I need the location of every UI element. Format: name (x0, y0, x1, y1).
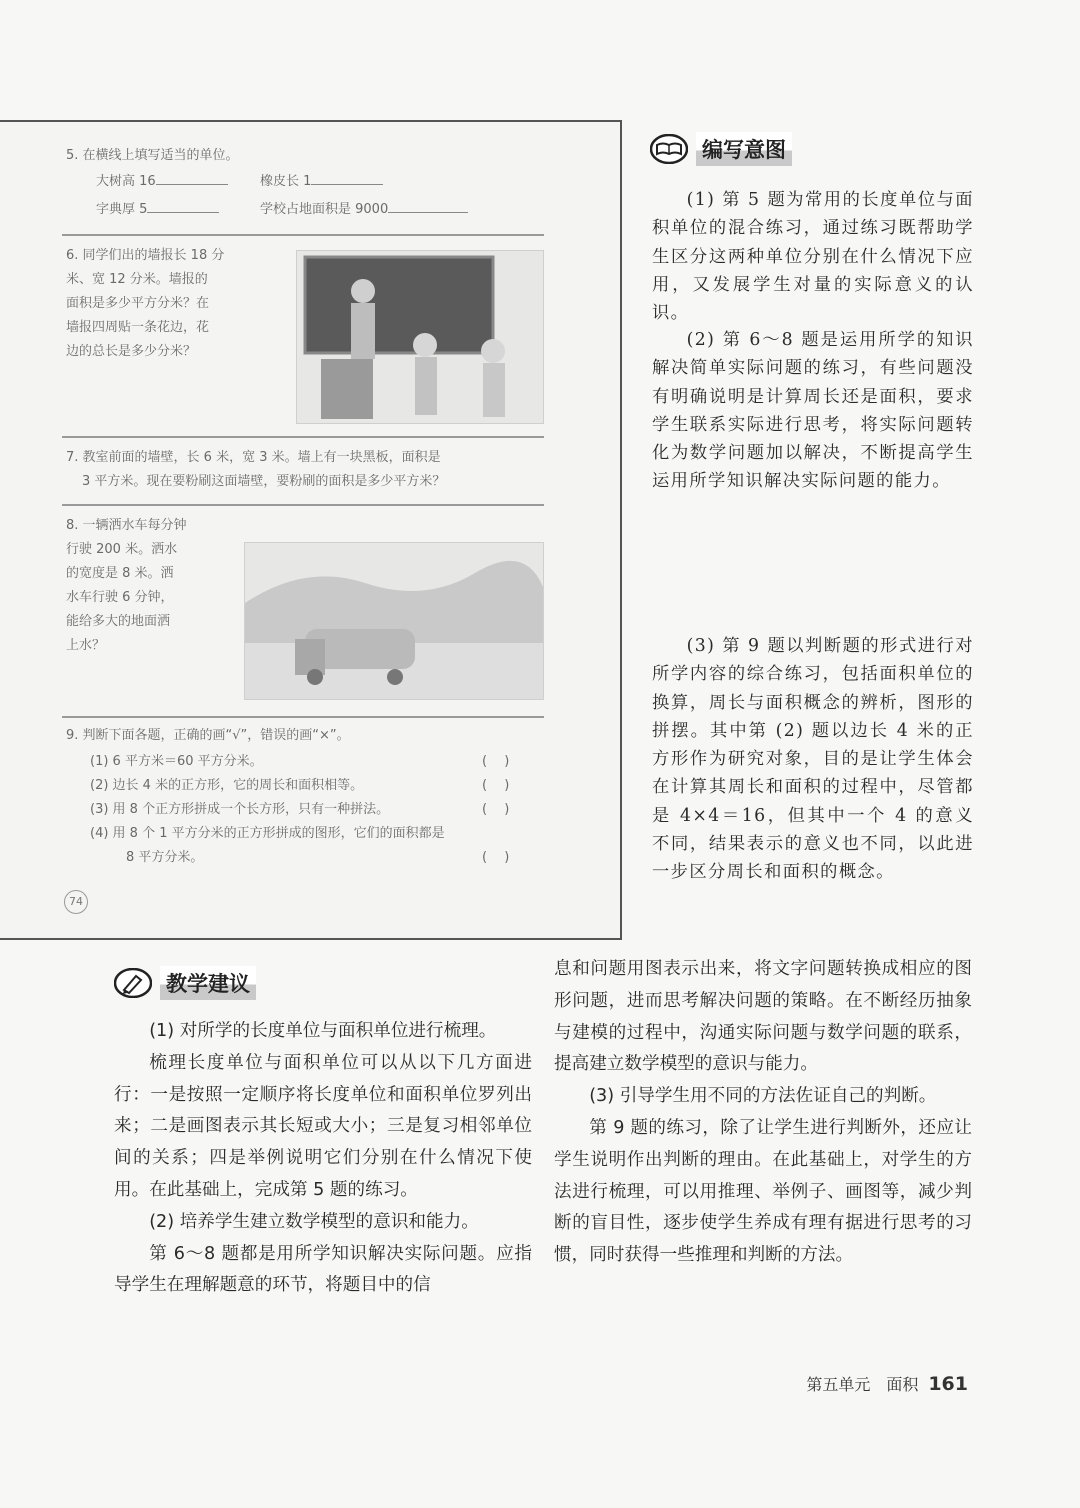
answer-paren: ( ) (482, 802, 510, 817)
q7-text: 7. 教室前面的墙壁，长 6 米，宽 3 米。墙上有一块黑板，面积是 3 平方米。现在要粉刷这面墙壁，要粉刷的面积是多少平方米？ (66, 450, 446, 489)
q5-item: 大树高 16 (96, 170, 228, 194)
divider (62, 234, 544, 236)
page-footer (806, 1372, 968, 1395)
footer-page-number: 161 (928, 1373, 968, 1395)
q5-item: 橡皮长 1 (260, 170, 383, 194)
suggestions-left-column: (1) 对所学的长度单位与面积单位进行梳理。 梳理长度单位与面积单位可以从以下几方面进行：一是按照一定顺序将长度单位和面积单位罗列出来；二是画图表示其长短或大小；三是复习相邻单位间的关系；四是举例说明它们分别在什么情况下使用。在此基础上，完成第 5 题的练习。 (2) 培养学生建立数学模型的意识和能力。 第 6～8 题都是用所学知识解决实际问题。应指导学生在理解题意的环节，将题目中的信 (114, 1021, 532, 1296)
suggestions-heading (114, 966, 256, 1000)
answer-paren: ( ) (482, 850, 510, 865)
classroom-illustration (296, 250, 544, 424)
divider (62, 716, 544, 718)
intent-paragraph-2: (2) 第 6～8 题是运用所学的知识解决简单实际问题的练习，有些问题没有明确说明是计算周长还是面积，要求学生联系实际进行思考，将实际问题转化为数学问题加以解决，不断提高学生运用所学知识解决实际问题的能力。 (652, 330, 974, 492)
water-truck-illustration (244, 542, 544, 700)
q5-item: 学校占地面积是 9000 (260, 198, 468, 222)
q9-items: (1) 6 平方米＝60 平方分米。 (2) 边长 4 米的正方形，它的周长和面积相等。 (3) 用 8 个正方形拼成一个长方形，只有一种拼法。 (4) 用 8 个 1 平方分米的正方形拼成的图形，它们的面积都是 8 平方分米。 (90, 754, 445, 865)
q6-text: 6. 同学们出的墙报长 18 分 米、宽 12 分米。墙报的 面积是多少平方分米？在 墙报四周贴一条花边，花 边的总长是多少分米？ (66, 248, 225, 359)
intent-heading (650, 132, 792, 166)
divider (62, 436, 544, 438)
intent-title: 编写意图 (696, 132, 792, 166)
q5-item: 字典厚 5 (96, 198, 219, 222)
suggestions-title: 教学建议 (160, 966, 256, 1000)
textbook-page-number: 74 (64, 890, 88, 914)
q8-text: 8. 一辆洒水车每分钟 行驶 200 米。洒水 的宽度是 8 米。洒 水车行驶 6 分钟， 能给多大的地面洒 上水？ (66, 518, 187, 653)
book-icon (650, 134, 688, 164)
q9-label: 9. 判断下面各题，正确的画“√”，错误的画“×”。 (66, 728, 350, 743)
suggestions-right-column: 息和问题用图表示出来，将文字问题转换成相应的图形问题，进而思考解决问题的策略。在不断经历抽象与建模的过程中，沟通实际问题与数学问题的联系，提高建立数学模型的意识与能力。 (3) 引导学生用不同的方法佐证自己的判断。 第 9 题的练习，除了让学生进行判断外，还应让学生说明作出判断的理由。在此基础上，对学生的方法进行梳理，可以用推理、举例子、画图等，减少判断的盲目性，逐步使学生养成有理有据进行思考的习惯，同时获得一些推理和判断的方法。 (554, 959, 972, 1266)
footer-unit: 第五单元 面积 (806, 1375, 919, 1394)
intent-paragraph-3: (3) 第 9 题以判断题的形式进行对所学内容的综合练习，包括面积单位的换算，周长与面积概念的辨析，图形的拼摆。其中第 (2) 题以边长 4 米的正方形作为研究对象，目的是让学生体会在计算其周长和面积的过程中，尽管都是 4×4＝16，但其中一个 4 的意义不同，结果表示的意义也不同，以此进一步区分周长和面积的概念。 (652, 636, 974, 883)
divider (62, 504, 544, 506)
answer-paren: ( ) (482, 754, 510, 769)
answer-paren: ( ) (482, 778, 510, 793)
intent-paragraph-1: (1) 第 5 题为常用的长度单位与面积单位的混合练习，通过练习既帮助学生区分这两种单位分别在什么情况下应用，又发展学生对量的实际意义的认识。 (652, 190, 974, 324)
pen-icon (114, 968, 152, 998)
textbook-page (0, 120, 622, 940)
q5-label: 5. 在横线上填写适当的单位。 (66, 148, 239, 163)
